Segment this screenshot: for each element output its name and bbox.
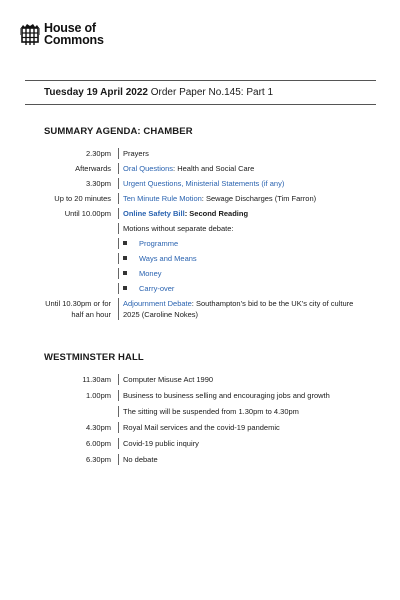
agenda-row <box>44 374 376 385</box>
agenda-item <box>115 178 376 189</box>
agenda-text: Computer Misuse Act 1990 <box>123 375 214 384</box>
agenda-item <box>115 406 376 417</box>
agenda-item <box>115 283 376 294</box>
agenda-link[interactable]: Money <box>139 269 162 278</box>
chamber-section-title: SUMMARY AGENDA: CHAMBER <box>44 126 193 137</box>
agenda-row <box>44 283 376 294</box>
agenda-divider <box>118 163 119 174</box>
agenda-link[interactable]: Online Safety Bill <box>123 209 185 218</box>
agenda-divider <box>118 438 119 449</box>
agenda-divider <box>118 454 119 465</box>
westminster-hall-section-title: WESTMINSTER HALL <box>44 352 144 363</box>
agenda-time <box>44 268 115 279</box>
agenda-text: Motions without separate debate: <box>123 224 234 233</box>
agenda-time: 3.30pm <box>85 179 111 188</box>
agenda-divider <box>118 406 119 417</box>
agenda-row <box>44 223 376 234</box>
agenda-item <box>115 374 376 385</box>
agenda-item <box>115 208 376 219</box>
agenda-link[interactable]: Programme <box>139 239 179 248</box>
agenda-item <box>115 454 376 465</box>
portcullis-icon <box>20 23 40 47</box>
agenda-text: Prayers <box>123 149 149 158</box>
square-bullet-icon <box>123 286 127 290</box>
agenda-row <box>44 390 376 401</box>
order-paper-date: Tuesday 19 April 2022 <box>44 87 148 98</box>
agenda-time: Afterwards <box>75 164 111 173</box>
logo-line-2: Commons <box>44 33 104 47</box>
agenda-time: Up to 20 minutes <box>54 194 111 203</box>
agenda-divider <box>118 148 119 159</box>
agenda-row <box>44 208 376 219</box>
agenda-time: 6.30pm <box>85 455 111 464</box>
agenda-row <box>44 298 376 320</box>
header-bottom-rule <box>25 104 376 105</box>
agenda-text: No debate <box>123 455 158 464</box>
square-bullet-icon <box>123 256 127 260</box>
agenda-time <box>44 223 115 234</box>
agenda-time: 2.30pm <box>85 149 111 158</box>
agenda-time: 4.30pm <box>85 423 111 432</box>
agenda-item <box>115 422 376 433</box>
agenda-text: : Second Reading <box>184 209 249 218</box>
agenda-link[interactable]: Ways and Means <box>139 254 197 263</box>
agenda-item <box>115 193 376 204</box>
agenda-link[interactable]: Oral Questions <box>123 164 174 173</box>
order-paper-number: Order Paper No.145: Part 1 <box>150 87 274 98</box>
header-top-rule <box>25 80 376 81</box>
agenda-item <box>115 223 376 234</box>
house-of-commons-logo <box>20 22 104 47</box>
agenda-divider <box>118 253 119 264</box>
agenda-time: 11.30am <box>82 375 111 384</box>
agenda-text: : Southampton’s bid to be the UK’s city of culture 2025 (Caroline Nokes) <box>123 299 354 319</box>
agenda-divider <box>118 178 119 189</box>
agenda-row <box>44 163 376 174</box>
agenda-time <box>44 238 115 249</box>
order-paper-heading <box>44 87 273 99</box>
agenda-row <box>44 422 376 433</box>
agenda-divider <box>118 374 119 385</box>
agenda-text: : Sewage Discharges (Tim Farron) <box>201 194 317 203</box>
agenda-time <box>44 283 115 294</box>
agenda-divider <box>118 208 119 219</box>
agenda-item <box>115 253 376 264</box>
agenda-item <box>115 390 376 401</box>
agenda-item <box>115 268 376 279</box>
square-bullet-icon <box>123 271 127 275</box>
agenda-link[interactable]: Adjournment Debate <box>123 299 192 308</box>
agenda-divider <box>118 298 119 320</box>
agenda-divider <box>118 193 119 204</box>
logo-wordmark <box>44 22 104 46</box>
agenda-row <box>44 406 376 417</box>
agenda-link[interactable]: Carry-over <box>139 284 175 293</box>
agenda-divider <box>118 283 119 294</box>
agenda-text: Covid-19 public inquiry <box>123 439 199 448</box>
agenda-item <box>115 238 376 249</box>
agenda-row <box>44 148 376 159</box>
agenda-row <box>44 238 376 249</box>
agenda-text: Business to business selling and encouraging jobs and growth <box>123 391 330 400</box>
agenda-item <box>115 298 376 320</box>
agenda-time: 6.00pm <box>85 439 111 448</box>
agenda-row <box>44 454 376 465</box>
agenda-time <box>44 253 115 264</box>
agenda-row <box>44 268 376 279</box>
agenda-time: 1.00pm <box>85 391 111 400</box>
agenda-divider <box>118 238 119 249</box>
agenda-link[interactable]: Ten Minute Rule Motion <box>123 194 202 203</box>
agenda-text: Royal Mail services and the covid-19 pandemic <box>123 423 280 432</box>
chamber-agenda-table <box>44 148 376 324</box>
square-bullet-icon <box>123 241 127 245</box>
agenda-time: Until 10.00pm <box>64 209 111 218</box>
agenda-time: Until 10.30pm or for half an hour <box>45 299 111 319</box>
logo-line-1: House of <box>44 21 96 35</box>
westminster-hall-agenda-table <box>44 374 376 470</box>
agenda-text: : Health and Social Care <box>173 164 255 173</box>
agenda-row <box>44 438 376 449</box>
agenda-divider <box>118 268 119 279</box>
agenda-divider <box>118 223 119 234</box>
agenda-divider <box>118 390 119 401</box>
agenda-row <box>44 178 376 189</box>
agenda-item <box>115 438 376 449</box>
agenda-item <box>115 148 376 159</box>
agenda-text: The sitting will be suspended from 1.30pm to 4.30pm <box>123 407 299 416</box>
agenda-divider <box>118 422 119 433</box>
agenda-row <box>44 253 376 264</box>
agenda-link[interactable]: Urgent Questions, Ministerial Statements (if any) <box>123 179 285 188</box>
agenda-item <box>115 163 376 174</box>
agenda-time <box>44 406 115 417</box>
agenda-row <box>44 193 376 204</box>
